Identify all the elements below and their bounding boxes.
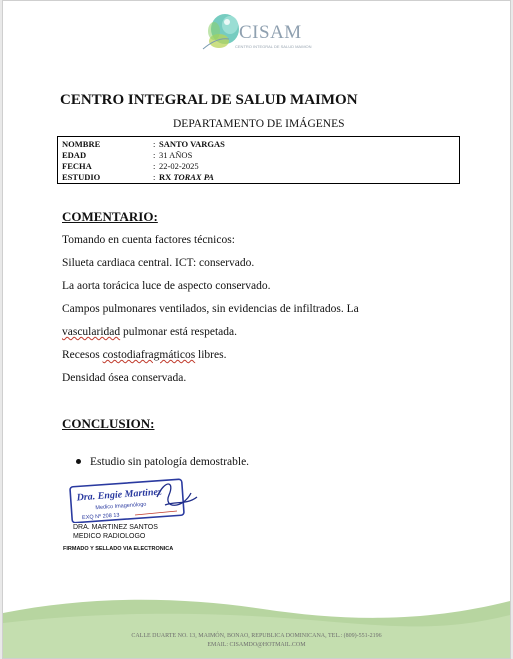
logo-text: CISAM bbox=[239, 22, 302, 43]
patient-info-box bbox=[57, 136, 460, 184]
spellcheck-word: costodiafragmáticos bbox=[102, 349, 196, 361]
study-value bbox=[159, 172, 214, 183]
comment-line bbox=[62, 349, 226, 361]
page-title: CENTRO INTEGRAL DE SALUD MAIMON bbox=[60, 92, 358, 108]
conclusion-text: Estudio sin patología demostrable. bbox=[90, 456, 250, 468]
separator: : bbox=[153, 172, 156, 182]
signature-stamp bbox=[65, 475, 203, 523]
date-label: FECHA bbox=[62, 161, 92, 171]
comment-line: Densidad ósea conservada. bbox=[62, 372, 187, 384]
cisam-logo bbox=[199, 9, 323, 57]
report-page bbox=[2, 0, 511, 659]
comment-line: Campos pulmonares ventilados, sin evidencias de infiltrados. La bbox=[62, 303, 359, 315]
age-value: 31 AÑOS bbox=[159, 150, 193, 160]
separator: : bbox=[153, 139, 156, 149]
footer-wave bbox=[3, 593, 510, 659]
comment-heading: COMENTARIO: bbox=[62, 209, 158, 224]
svg-text:EXQ Nº 208 13: EXQ Nº 208 13 bbox=[81, 512, 120, 522]
comment-line: Silueta cardiaca central. ICT: conservado. bbox=[62, 257, 255, 269]
study-label: ESTUDIO bbox=[62, 172, 101, 182]
doctor-name: DRA. MARTINEZ SANTOS bbox=[73, 524, 158, 531]
svg-text:Medico Imagenólogo: Medico Imagenólogo bbox=[95, 501, 147, 512]
doctor-signature-block bbox=[73, 523, 158, 541]
comment-text: Recesos bbox=[62, 349, 103, 361]
doctor-role: MEDICO RADIOLOGO bbox=[73, 533, 146, 540]
electronic-signature-note: FIRMADO Y SELLADO VIA ELECTRONICA bbox=[63, 546, 174, 552]
comment-line: Tomando en cuenta factores técnicos: bbox=[62, 234, 235, 246]
name-label: NOMBRE bbox=[62, 139, 101, 149]
department-label: DEPARTAMENTO DE IMÁGENES bbox=[173, 118, 345, 130]
svg-text:Dra. Engie Martinez: Dra. Engie Martinez bbox=[76, 486, 163, 504]
comment-text: libres. bbox=[195, 349, 227, 361]
spellcheck-word: vascularidad bbox=[62, 326, 121, 338]
footer-address: CALLE DUARTE NO. 13, MAIMÓN, BONAO, REPUBLICA DOMINICANA, TEL.: (809)-551-2196 bbox=[131, 633, 382, 639]
date-value: 22-02-2025 bbox=[159, 161, 199, 171]
study-name: TORAX PA bbox=[173, 172, 214, 182]
conclusion-item bbox=[76, 456, 249, 468]
separator: : bbox=[153, 161, 156, 171]
comment-line bbox=[62, 326, 237, 338]
logo-subtitle: CENTRO INTEGRAL DE SALUD MAIMON bbox=[235, 44, 312, 49]
bullet-icon bbox=[76, 459, 81, 464]
conclusion-heading: CONCLUSION: bbox=[62, 416, 155, 431]
comment-line: La aorta torácica luce de aspecto conservado. bbox=[62, 280, 271, 292]
age-label: EDAD bbox=[62, 150, 87, 160]
footer-email: EMAIL: CISAMDO@HOTMAIL.COM bbox=[207, 642, 306, 648]
name-value: SANTO VARGAS bbox=[159, 139, 225, 149]
separator: : bbox=[153, 150, 156, 160]
study-prefix: RX bbox=[159, 172, 172, 182]
comment-text: pulmonar está respetada. bbox=[120, 326, 237, 338]
